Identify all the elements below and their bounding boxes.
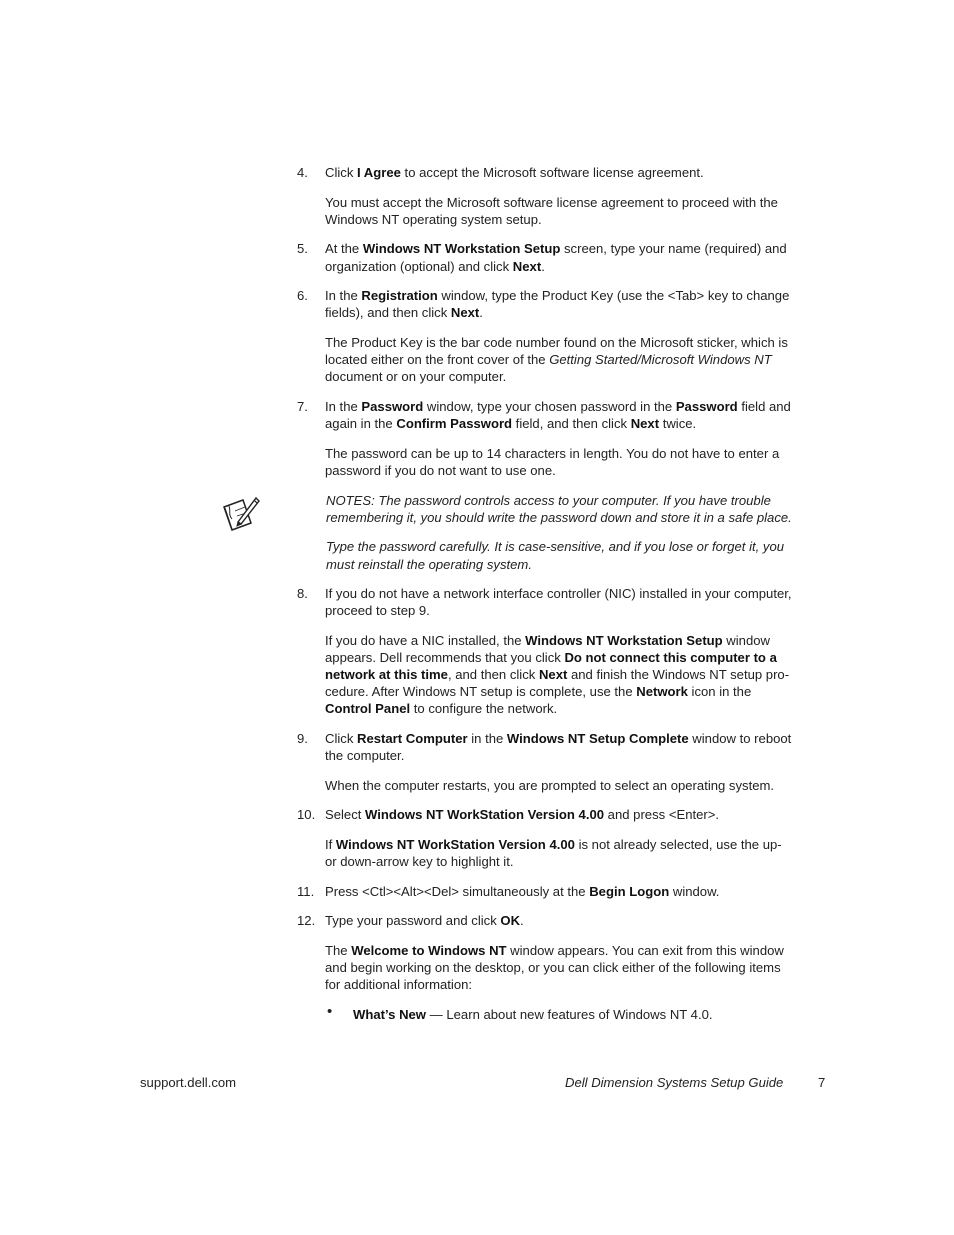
paragraph-line: document or on your computer. xyxy=(325,369,507,384)
paragraph-line: Control Panel to configure the network. xyxy=(325,701,558,716)
paragraph-line: password if you do not want to use one. xyxy=(325,463,556,478)
paragraph-line: for additional information: xyxy=(325,977,473,992)
step-number: 9. xyxy=(297,731,308,746)
step-number: 4. xyxy=(297,165,308,180)
note-line: Type the password carefully. It is case-sensitive, and if you lose or forget it, you xyxy=(326,539,785,554)
page-number: 7 xyxy=(818,1075,826,1090)
note-line: NOTES: The password controls access to your computer. If you have trouble xyxy=(326,493,771,508)
step-number: 8. xyxy=(297,586,308,601)
paragraph-line: The Product Key is the bar code number found on the Microsoft sticker, which is xyxy=(325,335,788,350)
step-number: 12. xyxy=(297,913,316,928)
paragraph-line: cedure. After Windows NT setup is complete, use the Network icon in the xyxy=(325,684,752,699)
step-number: 10. xyxy=(297,807,316,822)
step-text: Click I Agree to accept the Microsoft software license agreement. xyxy=(325,165,704,180)
paragraph-line: and begin working on the desktop, or you can click either of the following items xyxy=(325,960,781,975)
step-text: Press <Ctl><Alt><Del> simultaneously at the Begin Logon window. xyxy=(325,884,720,899)
step-text: Type your password and click OK. xyxy=(325,913,524,928)
note-pencil-icon xyxy=(221,493,261,531)
paragraph-line: appears. Dell recommends that you click Do not connect this computer to a xyxy=(325,650,777,665)
step-number: 11. xyxy=(297,884,315,899)
step-number: 5. xyxy=(297,241,308,256)
step-text: again in the Confirm Password field, and then click Next twice. xyxy=(325,416,697,431)
note-line: remembering it, you should write the password down and store it in a safe place. xyxy=(326,510,792,525)
footer-url: support.dell.com xyxy=(140,1075,237,1090)
step-text: organization (optional) and click Next. xyxy=(325,259,545,274)
step-text: In the Password window, type your chosen password in the Password field and xyxy=(325,399,791,414)
step-text: In the Registration window, type the Product Key (use the <Tab> key to change xyxy=(325,288,790,303)
paragraph-line: or down-arrow key to highlight it. xyxy=(325,854,514,869)
paragraph-line: The Welcome to Windows NT window appears. You can exit from this window xyxy=(325,943,784,958)
note-line: must reinstall the operating system. xyxy=(326,557,532,572)
paragraph-line: located either on the front cover of the Getting Started/Microsoft Windows NT xyxy=(325,352,772,367)
paragraph-line: The password can be up to 14 characters in length. You do not have to enter a xyxy=(325,446,780,461)
step-number: 6. xyxy=(297,288,308,303)
step-text: the computer. xyxy=(325,748,405,763)
paragraph-line: Windows NT operating system setup. xyxy=(325,212,542,227)
step-text: Select Windows NT WorkStation Version 4.00 and press <Enter>. xyxy=(325,807,720,822)
step-text: At the Windows NT Workstation Setup screen, type your name (required) and xyxy=(325,241,787,256)
step-text: fields), and then click Next. xyxy=(325,305,483,320)
paragraph-line: You must accept the Microsoft software license agreement to proceed with the xyxy=(325,195,778,210)
bullet-item: What’s New — Learn about new features of Windows NT 4.0. xyxy=(353,1007,713,1022)
step-text: proceed to step 9. xyxy=(325,603,430,618)
step-text: If you do not have a network interface controller (NIC) installed in your computer, xyxy=(325,586,792,601)
paragraph-line: network at this time, and then click Next and finish the Windows NT setup pro- xyxy=(325,667,790,682)
paragraph-line: If Windows NT WorkStation Version 4.00 is not already selected, use the up- xyxy=(325,837,782,852)
step-text: Click Restart Computer in the Windows NT Setup Complete window to reboot xyxy=(325,731,792,746)
paragraph-line: When the computer restarts, you are prompted to select an operating system. xyxy=(325,778,775,793)
paragraph-line: If you do have a NIC installed, the Windows NT Workstation Setup window xyxy=(325,633,770,648)
step-number: 7. xyxy=(297,399,308,414)
footer-title: Dell Dimension Systems Setup Guide xyxy=(565,1075,784,1090)
bullet-marker: • xyxy=(327,1003,333,1020)
